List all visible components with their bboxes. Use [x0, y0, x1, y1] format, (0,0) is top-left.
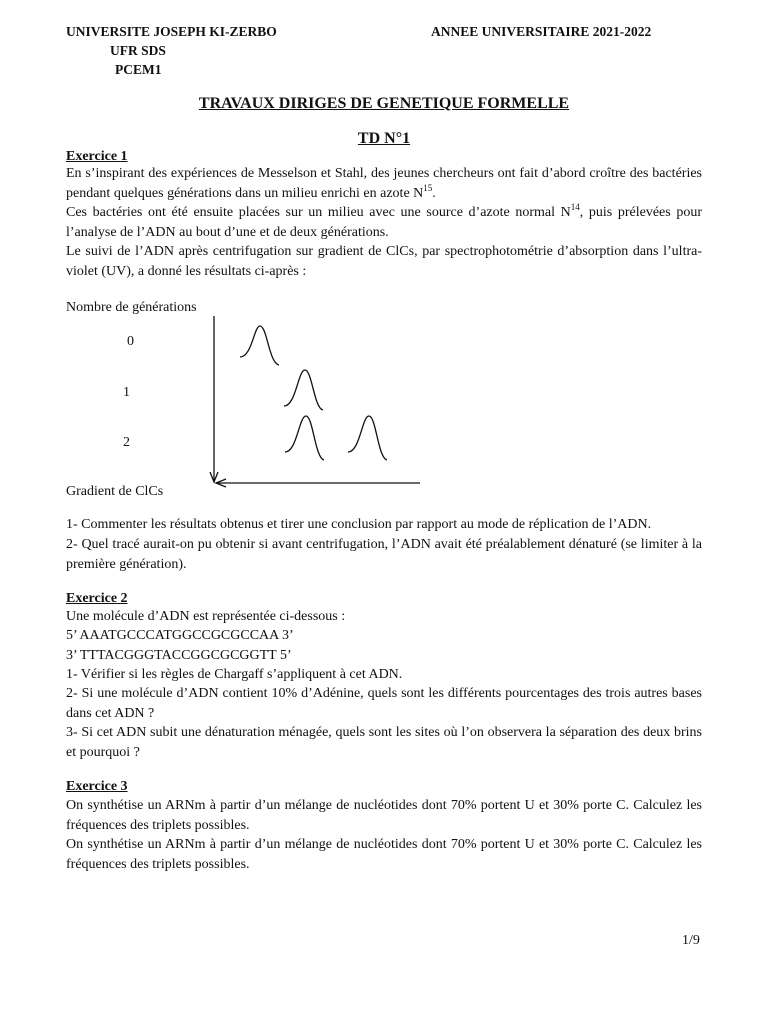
exercise-2-question-1: 1- Vérifier si les règles de Chargaff s’appliquent à cet ADN.: [66, 667, 403, 682]
figure-y-label: Nombre de générations: [66, 300, 197, 315]
generation-label-1: 1: [123, 385, 130, 400]
exercise-2-intro: Une molécule d’ADN est représentée ci-dessous :: [66, 609, 346, 624]
level-label: PCEM1: [115, 62, 162, 77]
generation-label-0: 0: [127, 334, 134, 349]
exercise-3-paragraph-1: On synthétise un ARNm à partir d’un mélange de nucléotides dont 70% portent U et 30% porte C. Calculez les fréquences des triplets possibles.: [66, 798, 702, 833]
peak-generation-1: [284, 370, 323, 410]
exercise-3-paragraph-2: On synthétise un ARNm à partir d’un mélange de nucléotides dont 70% portent U et 30% porte C. Calculez les fréquences des triplets possibles.: [66, 837, 702, 872]
exercise-1-paragraph-3: Le suivi de l’ADN après centrifugation sur gradient de ClCs, par spectrophotométrie d’absorption dans l’ultra-violet (UV), a donné les résultats ci-après :: [66, 244, 702, 279]
generation-label-2: 2: [123, 435, 130, 450]
exercise-1-question-1: 1- Commenter les résultats obtenus et tirer une conclusion par rapport au mode de réplication de l’ADN.: [66, 517, 652, 532]
ex1-p2-text: Ces bactéries ont été ensuite placées sur un milieu avec une source d’azote normal N: [66, 205, 571, 220]
exercise-2-question-3: 3- Si cet ADN subit une dénaturation ménagée, quels sont les sites où l’on observera la séparation des deux brins et pourquoi ?: [66, 725, 702, 760]
td-title: TD N°1: [357, 130, 411, 147]
peak-generation-0: [240, 326, 279, 365]
exercise-1-question-2: 2- Quel tracé aurait-on pu obtenir si avant centrifugation, l’ADN avait été préalablement dénaturé (se limiter à la première génération).: [66, 537, 702, 572]
exercise-3-title: Exercice 3: [66, 779, 128, 794]
peak-generation-2-hybrid: [285, 416, 324, 460]
exercise-1-title: Exercice 1: [66, 149, 128, 164]
figure-x-label: Gradient de ClCs: [66, 484, 164, 499]
ex1-p2-end: , puis prélevées pour l’analyse de l’ADN au bout d’une et de deux générations.: [66, 205, 702, 240]
university-name: UNIVERSITE JOSEPH KI-ZERBO: [66, 24, 277, 39]
ex1-p1-superscript: 15: [423, 182, 433, 193]
ufr-label: UFR SDS: [110, 43, 166, 58]
academic-year: ANNEE UNIVERSITAIRE 2021-2022: [431, 24, 652, 39]
ex1-p1-end: .: [432, 185, 436, 201]
dna-strand-2: 3’ TTTACGGGTACCGGCGCGGTT 5’: [66, 648, 292, 663]
ex1-p2-superscript: 14: [570, 202, 580, 212]
dna-strand-1: 5’ AAATGCCCATGGCCGCGCCAA 3’: [66, 628, 294, 643]
document-title: TRAVAUX DIRIGES DE GENETIQUE FORMELLE: [198, 95, 570, 112]
exercise-2-question-2: 2- Si une molécule d’ADN contient 10% d’Adénine, quels sont les différents pourcentages des trois autres bases dans cet ADN ?: [66, 686, 702, 721]
peak-generation-2-light: [348, 416, 387, 460]
ex1-p1-text: En s’inspirant des expériences de Messelson et Stahl, des jeunes chercheurs ont fait d’abord croître des bactéries pendant quelques générations dans un milieu enrichi en azote N: [66, 166, 702, 201]
page-number: 1/9: [682, 933, 700, 948]
exercise-2-title: Exercice 2: [66, 591, 128, 606]
